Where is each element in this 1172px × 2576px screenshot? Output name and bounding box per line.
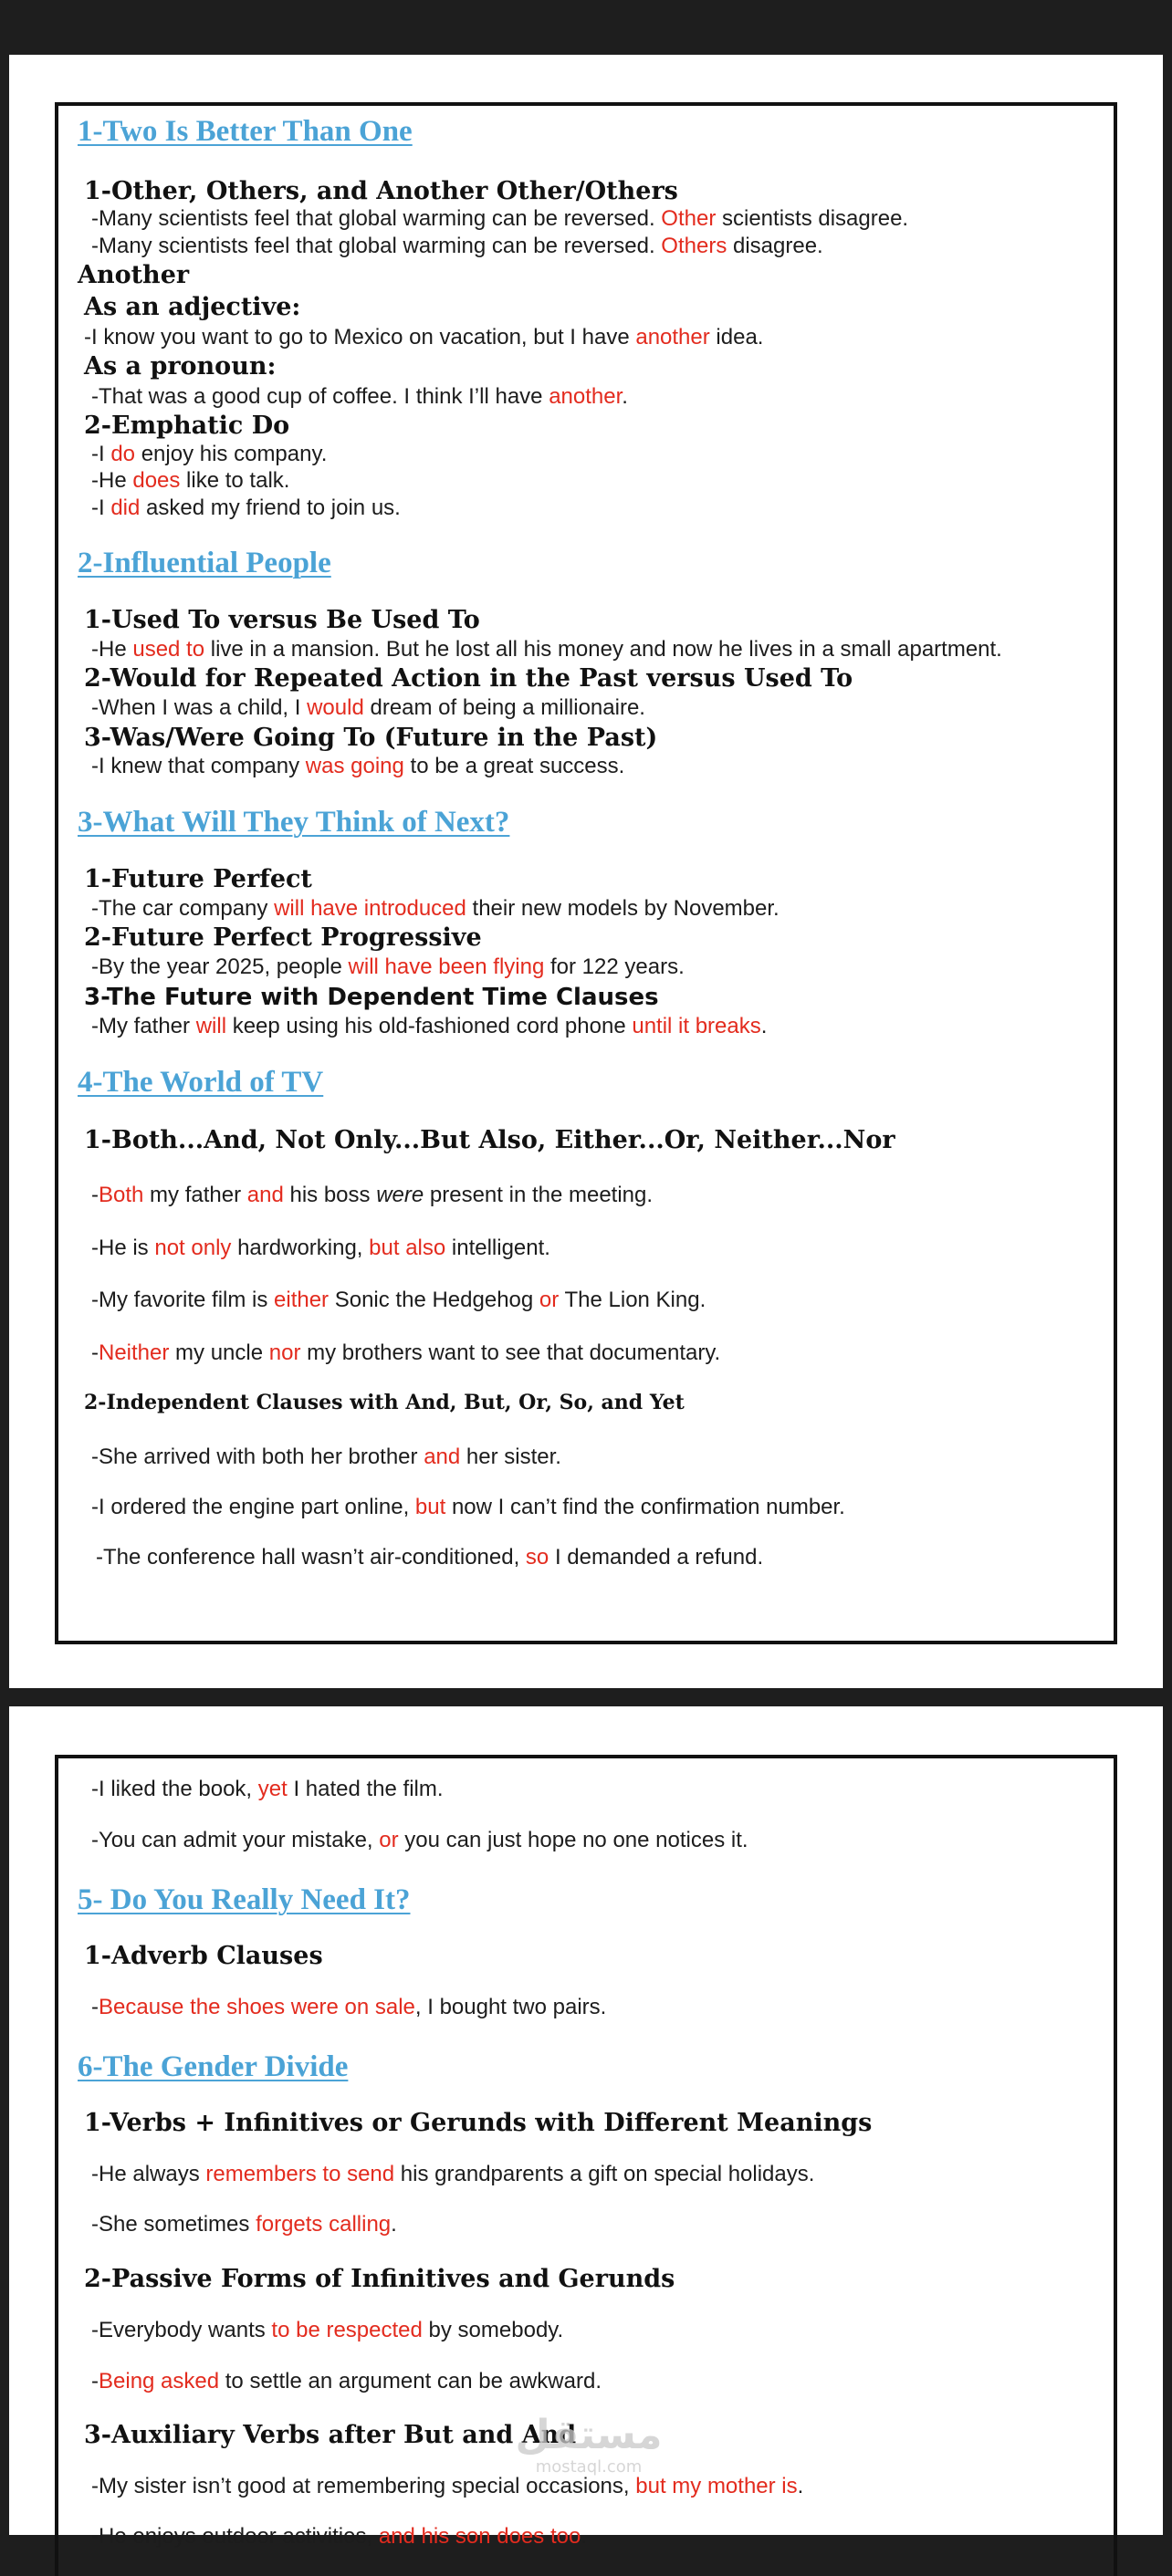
text-segment: -Everybody wants: [91, 2318, 272, 2342]
highlighted-phrase: and his son does too: [378, 2524, 581, 2549]
example-sentence: [91, 206, 908, 232]
subheading: [84, 2109, 872, 2137]
text-segment: idea.: [709, 325, 764, 349]
subheading: [78, 261, 189, 289]
example-sentence: [91, 384, 628, 410]
highlighted-phrase: Neither: [99, 1340, 170, 1365]
text-segment: -Many scientists feel that global warming can be reversed.: [91, 206, 662, 231]
section-heading: [78, 1066, 323, 1100]
text-segment: -: [91, 2369, 99, 2393]
example-sentence: [91, 954, 685, 980]
subheading: [84, 606, 480, 634]
text-segment: to settle an argument can be awkward.: [219, 2369, 602, 2393]
highlighted-phrase: yet: [257, 1777, 288, 1801]
highlighted-phrase: but my mother is: [635, 2474, 798, 2498]
example-sentence: [91, 896, 780, 922]
text-segment: you can just hope no one notices it.: [398, 1828, 748, 1852]
text-segment: -: [91, 1995, 99, 2019]
text-segment: my brothers want to see that documentary.: [300, 1340, 721, 1365]
text-segment: 2-Emphatic Do: [84, 412, 290, 440]
highlighted-phrase: will: [195, 1014, 227, 1038]
text-segment: 2-Future Perfect Progressive: [84, 923, 482, 952]
text-segment: 1-Future Perfect: [84, 865, 312, 893]
example-sentence: [91, 754, 624, 779]
highlighted-phrase: does: [132, 468, 181, 493]
text-segment: I demanded a refund.: [549, 1545, 764, 1570]
watermark-logo: [511, 2414, 666, 2496]
watermark-arabic: مستقل: [515, 2412, 663, 2458]
subheading: [84, 923, 482, 952]
text-segment: like to talk.: [180, 468, 290, 493]
example-sentence: [91, 637, 1002, 662]
subheading: [84, 412, 289, 440]
subheading: [84, 177, 678, 205]
highlighted-phrase: used to: [132, 637, 205, 662]
text-segment: 1-Used To versus Be Used To: [84, 606, 480, 634]
section-heading: [78, 1883, 411, 1917]
highlighted-phrase: another: [635, 325, 710, 349]
text-segment: -That was a good cup of coffee. I think I’ll have: [91, 384, 549, 409]
text-segment: disagree.: [727, 234, 823, 258]
highlighted-phrase: Others: [661, 234, 727, 258]
highlighted-phrase: Because the shoes were on sale: [99, 1995, 415, 2019]
example-sentence: [91, 2369, 602, 2394]
text-segment: -He enjoys outdoor activities,: [91, 2524, 379, 2549]
example-sentence: [91, 1236, 550, 1261]
example-sentence: [91, 234, 823, 259]
highlighted-phrase: nor: [268, 1340, 301, 1365]
text-segment: , I bought two pairs.: [414, 1995, 607, 2019]
highlighted-phrase: and: [246, 1183, 284, 1207]
highlighted-phrase: would: [307, 695, 364, 720]
section-heading: [78, 2050, 348, 2084]
highlighted-phrase: or: [379, 1828, 399, 1852]
subheading: [84, 1391, 685, 1414]
text-segment: -He is: [91, 1236, 155, 1260]
text-segment: keep using his old-fashioned cord phone: [226, 1014, 633, 1038]
subheading: [84, 2421, 576, 2449]
text-segment: -I: [91, 495, 111, 520]
text-segment: -I knew that company: [91, 754, 306, 778]
example-sentence: [91, 1183, 653, 1208]
text-segment: live in a mansion. But he lost all his money and now he lives in a small apartment.: [204, 637, 1002, 662]
example-sentence: [96, 1545, 763, 1570]
highlighted-phrase: not only: [154, 1236, 232, 1260]
text-segment: by somebody.: [422, 2318, 564, 2342]
example-sentence: [91, 2474, 803, 2499]
example-sentence: [91, 1495, 845, 1520]
text-segment: -My sister isn’t good at remembering special occasions,: [91, 2474, 636, 2498]
text-segment: .: [797, 2474, 804, 2498]
text-segment: 2-Independent Clauses with And, But, Or, So, and Yet: [84, 1391, 685, 1414]
text-segment: Sonic the Hedgehog: [329, 1288, 539, 1312]
text-segment: .: [581, 2524, 587, 2549]
text-segment: .: [760, 1014, 768, 1038]
example-sentence: [91, 2212, 397, 2237]
example-sentence: [91, 1777, 444, 1802]
highlighted-phrase: forgets calling: [256, 2212, 392, 2237]
text-segment: -He: [91, 468, 133, 493]
text-segment: .: [622, 384, 628, 409]
example-sentence: [84, 325, 763, 350]
text-segment: now I can’t find the confirmation number.: [445, 1495, 845, 1519]
text-segment: 1-Both...And, Not Only...But Also, Either...Or, Neither...Nor: [84, 1126, 895, 1154]
text-segment: -I liked the book,: [91, 1777, 258, 1801]
text-segment: I hated the film.: [287, 1777, 444, 1801]
text-segment: Another: [78, 261, 190, 289]
example-sentence: [91, 1288, 706, 1313]
text-segment: my uncle: [169, 1340, 269, 1365]
highlighted-phrase: will have been flying: [348, 954, 545, 979]
text-segment: -My favorite film is: [91, 1288, 275, 1312]
text-segment: her sister.: [460, 1444, 561, 1469]
subheading: [84, 865, 312, 893]
text-segment: present in the meeting.: [424, 1183, 654, 1207]
text-segment: -I ordered the engine part online,: [91, 1495, 415, 1519]
text-segment: 3-What Will They Think of Next?: [78, 806, 510, 839]
text-segment: -The conference hall wasn’t air-conditioned,: [96, 1545, 526, 1570]
subheading: [84, 664, 853, 693]
example-sentence: [91, 1014, 767, 1039]
text-segment: 2-Influential People: [78, 547, 331, 579]
text-segment: As a pronoun:: [84, 352, 277, 381]
text-segment: -: [91, 1340, 99, 1365]
example-sentence: [91, 1995, 606, 2020]
highlighted-phrase: remembers to send: [205, 2162, 395, 2186]
text-segment: 1-Adverb Clauses: [84, 1942, 323, 1970]
text-segment: scientists disagree.: [716, 206, 909, 231]
highlighted-phrase: or: [539, 1288, 560, 1312]
example-sentence: [91, 495, 401, 521]
section-heading: [78, 115, 413, 149]
text-segment: to be a great success.: [403, 754, 625, 778]
subheading: [84, 1942, 323, 1970]
highlighted-phrase: do: [110, 442, 136, 466]
text-segment: their new models by November.: [466, 896, 780, 921]
text-segment: -By the year 2025, people: [91, 954, 349, 979]
example-sentence: [91, 2318, 563, 2343]
text-segment: -Many scientists feel that global warming can be reversed.: [91, 234, 662, 258]
subheading: [84, 724, 657, 752]
text-segment: 2-Passive Forms of Infinitives and Gerunds: [84, 2265, 675, 2293]
text-segment: -She arrived with both her brother: [91, 1444, 424, 1469]
text-segment: 4-The World of TV: [78, 1066, 324, 1099]
text-segment: intelligent.: [445, 1236, 550, 1260]
example-sentence: [91, 2162, 814, 2187]
highlighted-phrase: but also: [369, 1236, 446, 1260]
text-segment: 3-The Future with Dependent Time Clauses: [84, 984, 659, 1011]
text-segment: enjoy his company.: [135, 442, 328, 466]
example-sentence: [91, 695, 645, 721]
subheading: [84, 2265, 675, 2293]
text-segment: -: [91, 1183, 99, 1207]
text-segment: -When I was a child, I: [91, 695, 308, 720]
text-segment: 3-Was/Were Going To (Future in the Past): [84, 724, 658, 752]
highlighted-phrase: but: [414, 1495, 446, 1519]
section-heading: [78, 806, 509, 840]
text-segment: were: [376, 1183, 424, 1207]
text-segment: asked my friend to join us.: [140, 495, 401, 520]
subheading: [84, 293, 300, 321]
highlighted-phrase: to be respected: [271, 2318, 423, 2342]
text-segment: -I: [91, 442, 111, 466]
text-segment: The Lion King.: [559, 1288, 706, 1312]
subheading: [84, 352, 276, 381]
text-segment: -You can admit your mistake,: [91, 1828, 380, 1852]
text-segment: his grandparents a gift on special holidays.: [394, 2162, 815, 2186]
watermark-latin: mostaql.com: [535, 2457, 643, 2477]
text-segment: his boss: [283, 1183, 377, 1207]
text-segment: -He: [91, 637, 133, 662]
text-segment: 1-Verbs + Infinitives or Gerunds with Different Meanings: [84, 2109, 873, 2137]
text-segment: 2-Would for Repeated Action in the Past versus Used To: [84, 664, 853, 693]
text-segment: 3-Auxiliary Verbs after But and And: [84, 2421, 577, 2449]
highlighted-phrase: was going: [305, 754, 404, 778]
text-segment: hardworking,: [231, 1236, 370, 1260]
text-segment: 5- Do You Really Need It?: [78, 1883, 411, 1916]
highlighted-phrase: Being asked: [99, 2369, 220, 2393]
subheading: [84, 1126, 895, 1154]
section-heading: [78, 547, 331, 580]
subheading: [84, 984, 659, 1011]
example-sentence: [91, 468, 289, 494]
text-segment: -He always: [91, 2162, 206, 2186]
highlighted-phrase: either: [274, 1288, 330, 1312]
text-segment: -The car company: [91, 896, 275, 921]
highlighted-phrase: Both: [99, 1183, 144, 1207]
example-sentence: [91, 442, 327, 467]
text-segment: for 122 years.: [544, 954, 685, 979]
text-segment: As an adjective:: [84, 293, 301, 321]
highlighted-phrase: so: [525, 1545, 549, 1570]
highlighted-phrase: another: [549, 384, 623, 409]
example-sentence: [91, 1828, 748, 1853]
text-segment: my father: [143, 1183, 247, 1207]
example-sentence: [91, 1444, 561, 1470]
text-segment: 6-The Gender Divide: [78, 2050, 349, 2083]
text-segment: -She sometimes: [91, 2212, 256, 2237]
example-sentence: [91, 1340, 720, 1366]
highlighted-phrase: will have introduced: [274, 896, 466, 921]
text-segment: -My father: [91, 1014, 196, 1038]
text-segment: dream of being a millionaire.: [363, 695, 645, 720]
highlighted-phrase: until it breaks: [632, 1014, 761, 1038]
text-segment: 1-Two Is Better Than One: [78, 115, 413, 148]
text-segment: .: [391, 2212, 397, 2237]
text-segment: -I know you want to go to Mexico on vacation, but I have: [84, 325, 636, 349]
highlighted-phrase: did: [110, 495, 141, 520]
highlighted-phrase: Other: [661, 206, 717, 231]
text-segment: 1-Other, Others, and Another Other/Others: [84, 177, 678, 205]
example-sentence: [91, 2524, 587, 2550]
highlighted-phrase: and: [424, 1444, 461, 1469]
